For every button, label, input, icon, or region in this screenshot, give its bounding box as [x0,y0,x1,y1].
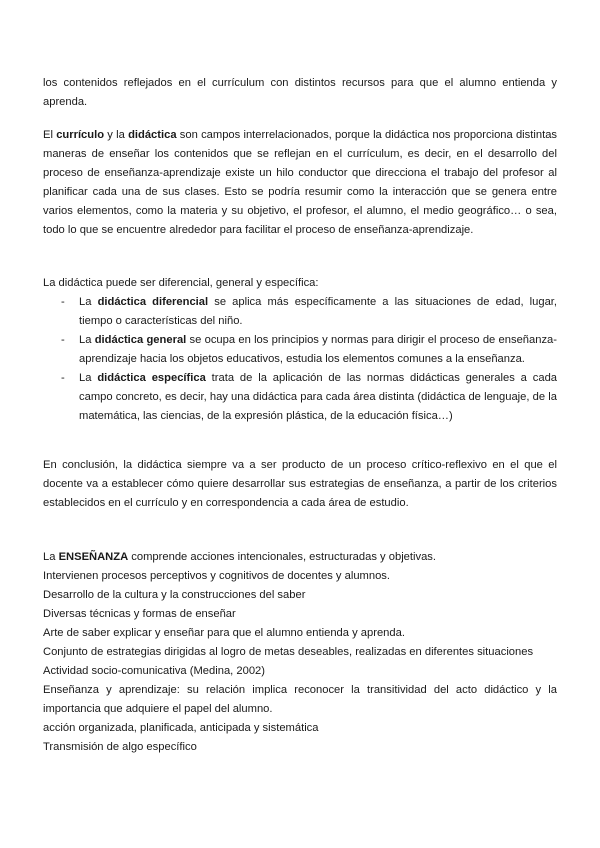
item-prefix: La [79,296,92,308]
ensenanza-section [43,548,557,757]
paragraph-curriculum-contents: los contenidos reflejados en el currículum con distintos recursos para que el alumno entienda y aprenda. [43,77,557,108]
line-arte: Arte de saber explicar y enseñar para que el alumno entienda y aprenda. [43,627,405,639]
term-ensenanza: ENSEÑANZA [58,551,129,563]
term-curriculo: currículo [56,129,105,141]
line-actividad: Actividad socio-comunicativa (Medina, 2002) [43,665,265,677]
dash-bullet: - [61,334,65,346]
line-cultura: Desarrollo de la cultura y la construcciones del saber [43,589,306,601]
didactica-types-list [43,293,557,426]
text-la: La [43,551,56,563]
term-didactica-general: didáctica general [94,334,187,346]
list-item-diferencial [43,293,557,331]
line-procesos: Intervienen procesos perceptivos y cognitivos de docentes y alumnos. [43,570,391,582]
term-didactica-diferencial: didáctica diferencial [97,296,209,308]
didactica-types-section [43,274,557,426]
term-didactica: didáctica [128,129,177,141]
line-tecnicas: Diversas técnicas y formas de enseñar [43,608,236,620]
term-didactica-especifica: didáctica específica [97,372,206,384]
text-y-la: y la [107,129,125,141]
paragraph-curriculo-didactica [43,126,557,240]
line-estrategias: Conjunto de estrategias dirigidas al logro de metas deseables, realizadas en diferentes situaciones [43,646,534,658]
line-ensenanza-aprendizaje: Enseñanza y aprendizaje: su relación implica reconocer la transitividad del acto didáctico y la importancia que adquiere el papel del alumno. [43,684,557,715]
list-item-general [43,331,557,369]
list-item-especifica [43,369,557,426]
item-text: se ocupa en los principios y normas para dirigir el proceso de enseñanza-aprendizaje hacia los objetos educativos, estudia los elementos comunes a la enseñanza. [79,334,558,365]
line-accion: acción organizada, planificada, anticipada y sistemática [43,722,319,734]
heading-rest: comprende acciones intencionales, estructuradas y objetivas. [131,551,437,563]
text-el: El [43,129,53,141]
item-text: se aplica más específicamente a las situaciones de edad, lugar, tiempo o características del niño. [79,296,558,327]
item-text: trata de la aplicación de las normas didácticas generales a cada campo concreto, es decir, hay una didáctica para cada área distinta (didáctica de lenguaje, de la matemática, las ciencias, de la expresión plástica, de la educación física…) [79,372,558,422]
dash-bullet: - [61,372,65,384]
paragraph-conclusion: En conclusión, la didáctica siempre va a ser producto de un proceso crítico-reflexivo en el que el docente va a establecer cómo quiere desarrollar sus estrategias de enseñanza, a partir de los criterios establecidos en el currículo y en correspondencia a cada área de estudio. [43,459,557,509]
dash-bullet: - [61,296,65,308]
types-intro: La didáctica puede ser diferencial, general y específica: [43,277,319,289]
item-prefix: La [79,372,92,384]
ensenanza-heading-line [43,548,557,567]
item-prefix: La [79,334,92,346]
paragraph-body: son campos interrelacionados, porque la didáctica nos proporciona distintas maneras de enseñar los contenidos que se reflejan en el currículum, es decir, en el desarrollo del proceso de enseñanza-aprendizaje existe un hilo conductor que direcciona el trabajo del profesor al planificar cada una de sus clases. Esto se podría resumir como la interacción que se genera entre varios elementos, como la materia y su objetivo, el profesor, el alumno, el medio geográfico… o sea, todo lo que se encuentre alrededor para facilitar el proceso de enseñanza-aprendizaje. [43,129,558,236]
line-transmision: Transmisión de algo específico [43,741,197,753]
